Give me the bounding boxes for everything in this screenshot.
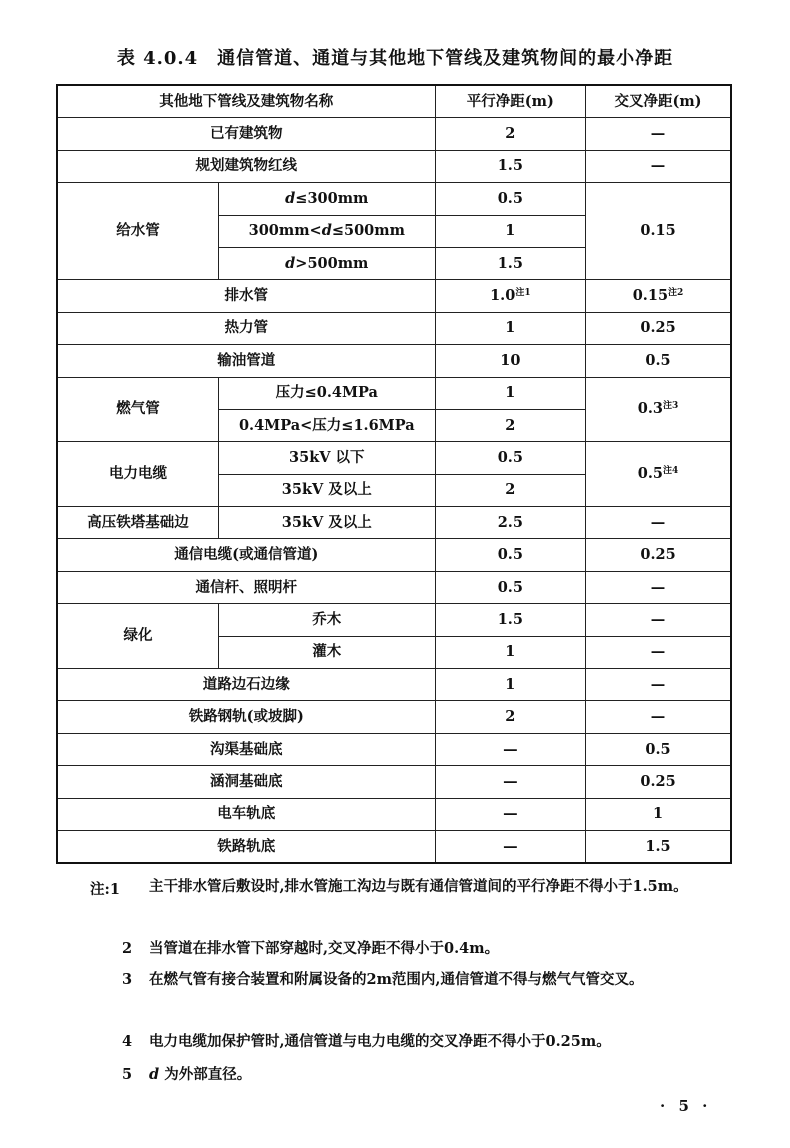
- row-name: 铁路轨底: [57, 830, 435, 863]
- diameter-symbol: d: [321, 222, 332, 240]
- table-row: [57, 766, 731, 798]
- value-text: 0.15: [632, 287, 669, 305]
- parallel-value: 10: [435, 345, 585, 377]
- page-number: · 5 ·: [660, 1097, 712, 1115]
- cross-value: 0.25: [586, 312, 731, 344]
- parallel-value: 0.5: [435, 571, 585, 603]
- row-name: 热力管: [57, 312, 435, 344]
- cross-value: [586, 280, 731, 312]
- parallel-value: 1.5: [435, 247, 585, 279]
- parallel-value: 2: [435, 118, 585, 150]
- table-row: [57, 312, 731, 344]
- sub-condition: 灌木: [218, 636, 435, 668]
- table-row: [57, 539, 731, 571]
- diameter-symbol: d: [285, 254, 296, 272]
- parallel-value: [435, 280, 585, 312]
- table-title: 表 4.0.4 通信管道、通道与其他地下管线及建筑物间的最小净距: [116, 48, 674, 69]
- note-ref: 注3: [663, 401, 679, 412]
- sub-condition: [218, 183, 435, 215]
- parallel-value: 2.5: [435, 507, 585, 539]
- cross-value: —: [586, 604, 731, 636]
- condition-text: ≤500mm: [331, 222, 405, 240]
- parallel-value: —: [435, 830, 585, 863]
- cross-value: 0.25: [586, 539, 731, 571]
- table-row: [57, 280, 731, 312]
- cross-value: 1.5: [586, 830, 731, 863]
- sub-condition: 35kV 以下: [218, 442, 435, 474]
- note-text-body: 为外部直径。: [164, 1066, 252, 1083]
- diameter-symbol: d: [149, 1066, 160, 1083]
- note-label: 3: [122, 971, 133, 988]
- cross-value: —: [586, 636, 731, 668]
- table-row: [57, 442, 731, 474]
- row-name: 已有建筑物: [57, 118, 435, 150]
- table-row: [57, 571, 731, 603]
- note-label: 注:1: [90, 881, 120, 898]
- table-row: [57, 669, 731, 701]
- table-row: [57, 798, 731, 830]
- parallel-value: 1: [435, 377, 585, 409]
- table-row: [57, 377, 731, 409]
- table-row: [57, 118, 731, 150]
- cross-value: —: [586, 701, 731, 733]
- cross-value: —: [586, 571, 731, 603]
- table-row: [57, 150, 731, 182]
- note-ref: 注1: [515, 288, 531, 299]
- row-name: 规划建筑物红线: [57, 150, 435, 182]
- parallel-value: 1.5: [435, 150, 585, 182]
- cross-value: 1: [586, 798, 731, 830]
- row-name: 通信电缆(或通信管道): [57, 539, 435, 571]
- sub-condition: [218, 247, 435, 279]
- cross-value: —: [586, 669, 731, 701]
- table-row: [57, 701, 731, 733]
- value-text: 0.3: [637, 400, 663, 418]
- row-name: 电车轨底: [57, 798, 435, 830]
- parallel-value: 0.5: [435, 539, 585, 571]
- cross-value: [586, 442, 731, 507]
- condition-prefix: 300mm<: [248, 222, 322, 240]
- parallel-value: 0.5: [435, 183, 585, 215]
- row-name: 绿化: [57, 604, 218, 669]
- sub-condition: 0.4MPa<压力≤1.6MPa: [218, 409, 435, 441]
- header-cross: 交叉净距(m): [586, 85, 731, 118]
- cross-value: 0.15: [586, 183, 731, 280]
- value-text: 0.5: [637, 465, 663, 483]
- header-name: 其他地下管线及建筑物名称: [57, 85, 435, 118]
- row-name: 通信杆、照明杆: [57, 571, 435, 603]
- row-name: 燃气管: [57, 377, 218, 442]
- cross-value: 0.25: [586, 766, 731, 798]
- row-name: 涵洞基础底: [57, 766, 435, 798]
- parallel-value: 2: [435, 701, 585, 733]
- value-text: 1.0: [490, 287, 516, 305]
- parallel-value: 1: [435, 312, 585, 344]
- cross-value: [586, 377, 731, 442]
- diameter-symbol: d: [285, 189, 296, 207]
- row-name: 排水管: [57, 280, 435, 312]
- note-label: 4: [122, 1033, 133, 1050]
- sub-condition: 35kV 及以上: [218, 474, 435, 506]
- table-header-row: [57, 85, 731, 118]
- clearance-table: [56, 84, 732, 864]
- sub-condition: 压力≤0.4MPa: [218, 377, 435, 409]
- table-row: [57, 507, 731, 539]
- parallel-value: 1.5: [435, 604, 585, 636]
- sub-condition: 35kV 及以上: [218, 507, 435, 539]
- parallel-value: 1: [435, 636, 585, 668]
- table-row: [57, 604, 731, 636]
- parallel-value: —: [435, 733, 585, 765]
- sub-condition: 乔木: [218, 604, 435, 636]
- row-name: 沟渠基础底: [57, 733, 435, 765]
- cross-value: —: [586, 507, 731, 539]
- note-text: [149, 1059, 739, 1090]
- table-row: [57, 183, 731, 215]
- cross-value: —: [586, 118, 731, 150]
- note-ref: 注2: [668, 288, 684, 299]
- note-label: 5: [122, 1066, 133, 1083]
- table-row: [57, 733, 731, 765]
- parallel-value: 2: [435, 474, 585, 506]
- row-name: 铁路钢轨(或坡脚): [57, 701, 435, 733]
- parallel-value: 2: [435, 409, 585, 441]
- row-name: 高压铁塔基础边: [57, 507, 218, 539]
- parallel-value: 1: [435, 669, 585, 701]
- note-ref: 注4: [663, 466, 679, 477]
- cross-value: 0.5: [586, 733, 731, 765]
- condition-text: >500mm: [295, 254, 369, 272]
- row-name: 电力电缆: [57, 442, 218, 507]
- note-text: 电力电缆加保护管时,通信管道与电力电缆的交叉净距不得小于0.25m。: [149, 1033, 611, 1050]
- parallel-value: 0.5: [435, 442, 585, 474]
- note-text: 主干排水管后敷设时,排水管施工沟边与既有通信管道间的平行净距不得小于1.5m。: [149, 878, 688, 895]
- row-name: 给水管: [57, 183, 218, 280]
- table-row: [57, 345, 731, 377]
- sub-condition: [218, 215, 435, 247]
- row-name: 输油管道: [57, 345, 435, 377]
- row-name: 道路边石边缘: [57, 669, 435, 701]
- table-row: [57, 830, 731, 863]
- parallel-value: —: [435, 798, 585, 830]
- header-parallel: 平行净距(m): [435, 85, 585, 118]
- note-label: 2: [122, 940, 133, 957]
- cross-value: 0.5: [586, 345, 731, 377]
- note-text: 在燃气管有接合装置和附属设备的2m范围内,通信管道不得与燃气气管交叉。: [149, 971, 644, 988]
- note-text: 当管道在排水管下部穿越时,交叉净距不得小于0.4m。: [149, 940, 500, 957]
- parallel-value: 1: [435, 215, 585, 247]
- cross-value: —: [586, 150, 731, 182]
- parallel-value: —: [435, 766, 585, 798]
- condition-text: ≤300mm: [295, 189, 369, 207]
